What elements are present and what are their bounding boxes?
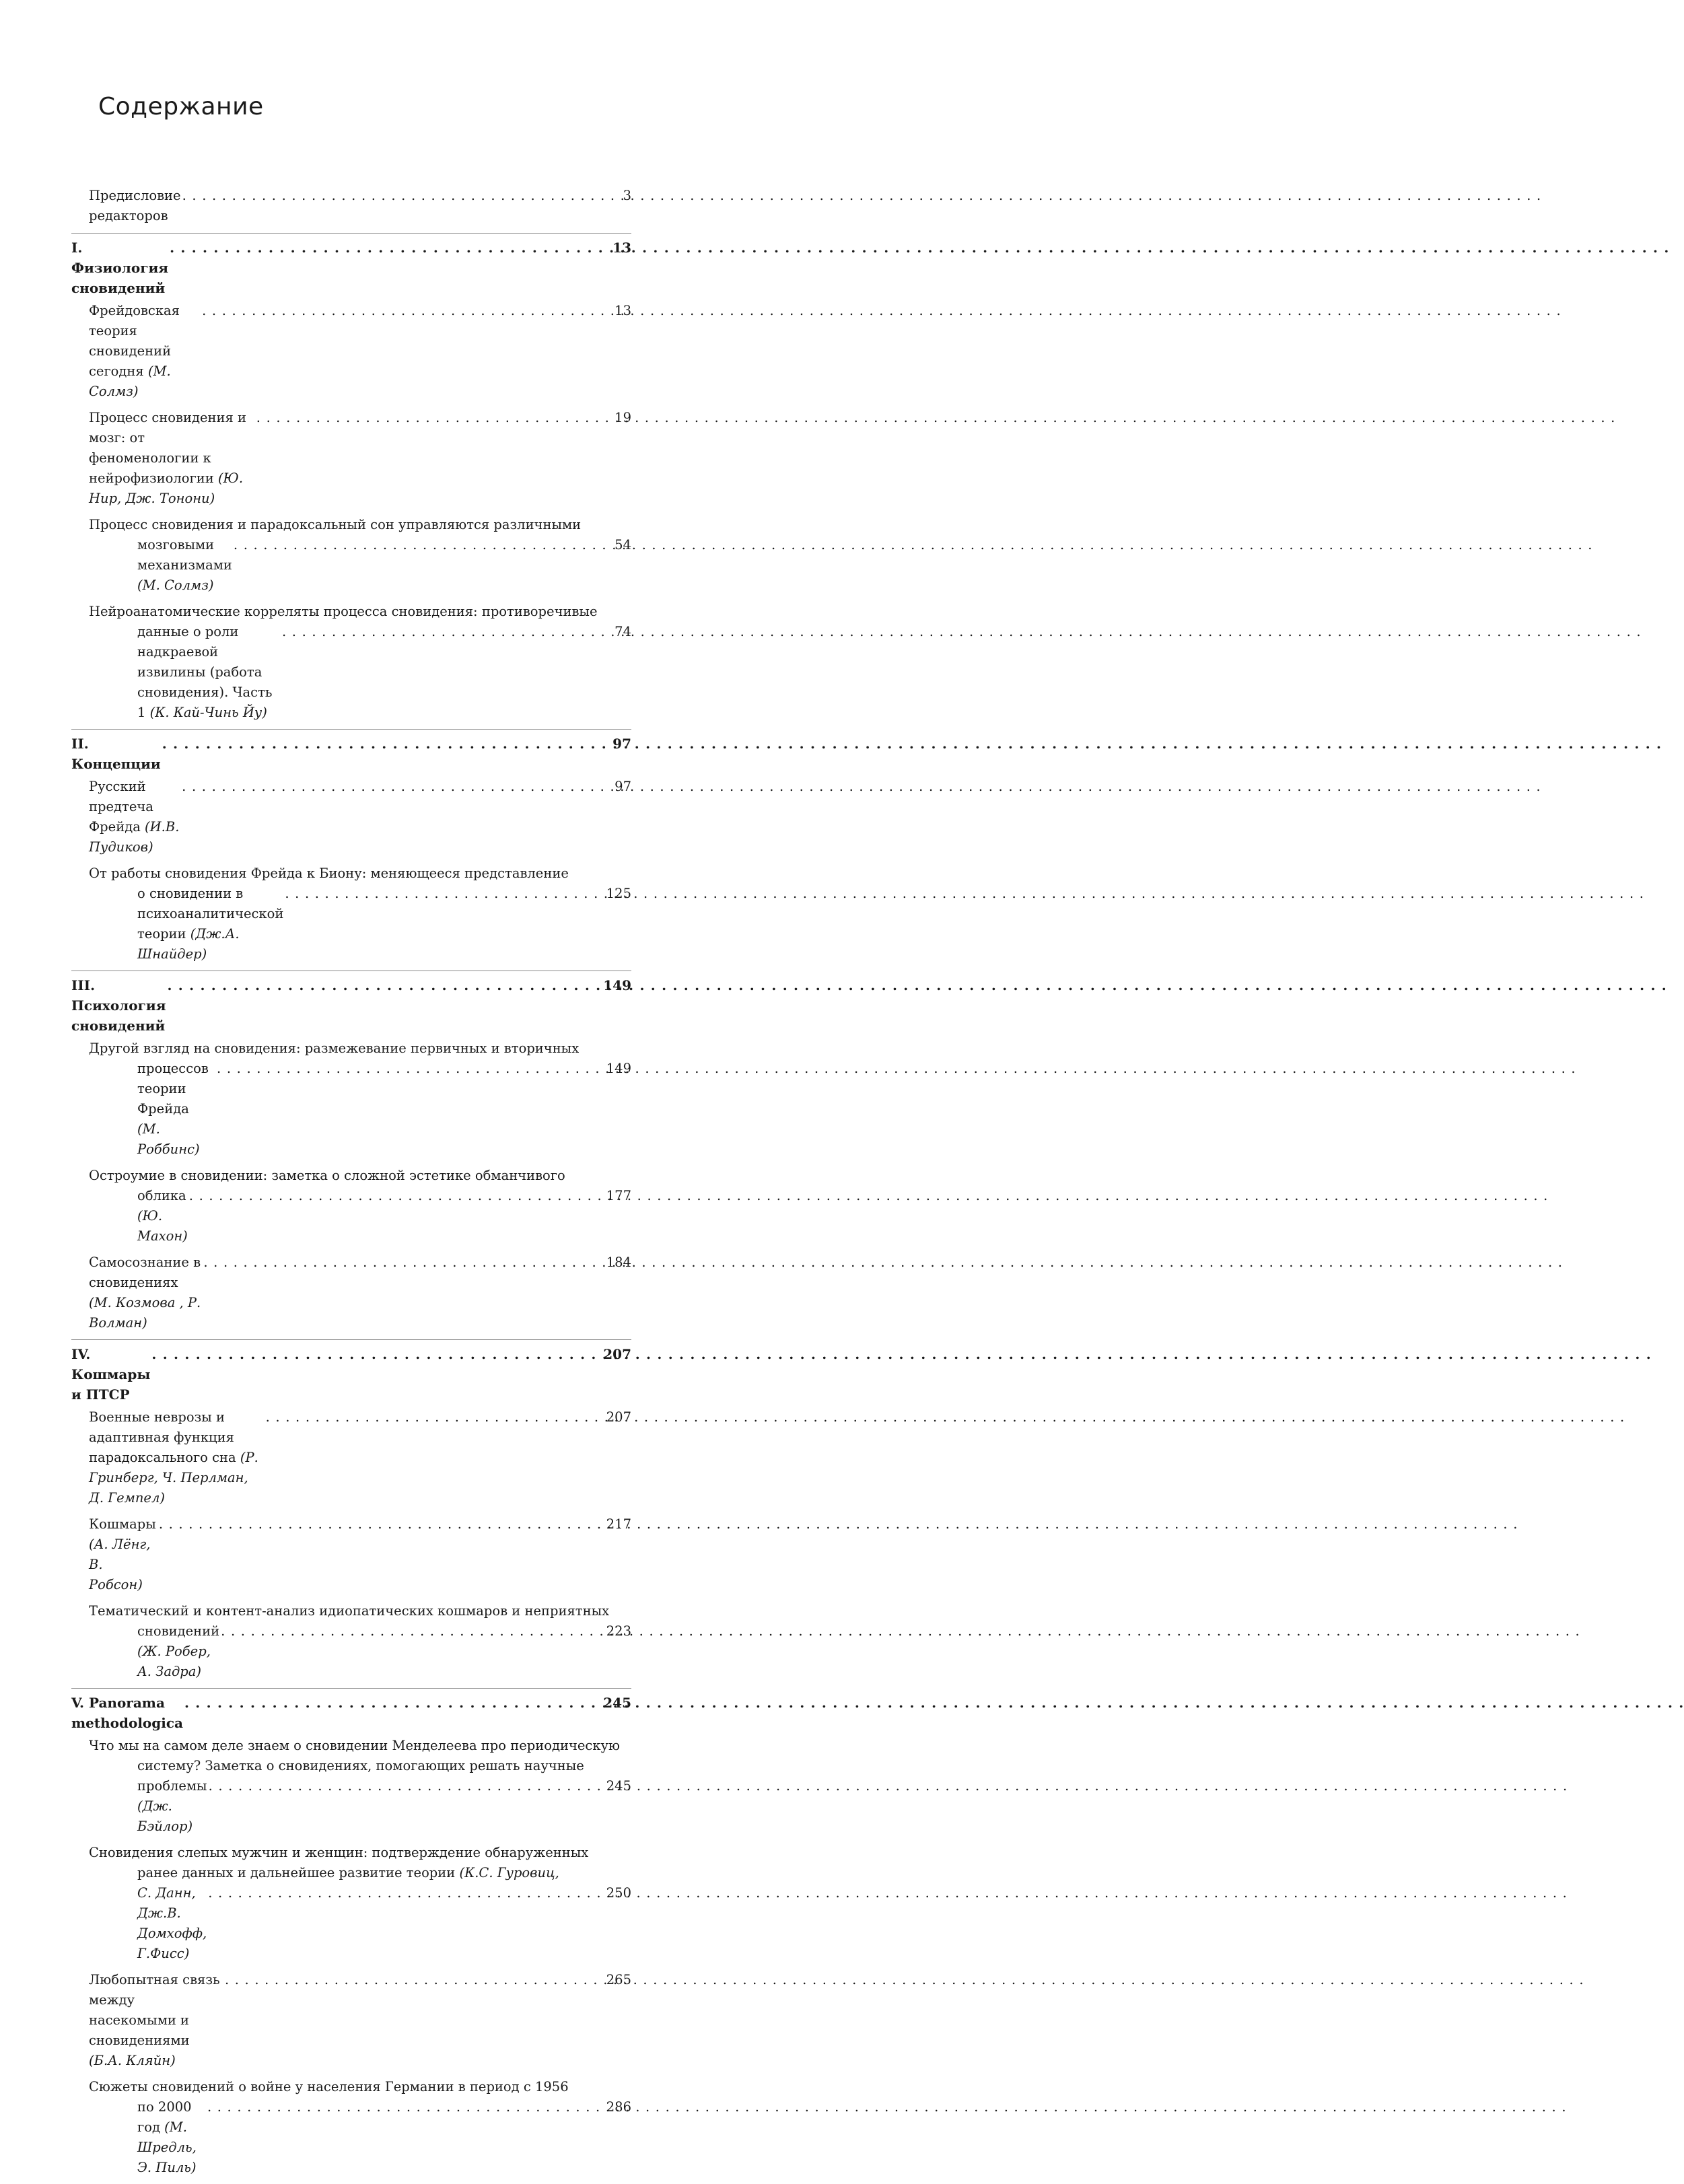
toc-entry-title: Русский предтеча Фрейда xyxy=(89,779,153,835)
toc-entry-author: (Дж.А. Шнайдер) xyxy=(137,926,240,962)
toc-page-number: 54 xyxy=(615,537,631,553)
dot-leader xyxy=(256,408,613,428)
dot-leader xyxy=(189,1186,605,1206)
toc-page-number: 286 xyxy=(606,2099,631,2115)
toc-entry[interactable] xyxy=(71,602,631,723)
section-title: V. Panorama methodologica xyxy=(71,1695,183,1731)
toc-entry-line: систему? Заметка о сновидениях, помогающих решать научные xyxy=(137,1758,584,1773)
table-of-contents xyxy=(71,186,631,2184)
toc-entry-title: Предисловие редакторов xyxy=(89,188,181,223)
toc-entry-title: Самосознание в сновидениях xyxy=(89,1255,201,1290)
dot-leader xyxy=(217,1059,605,1079)
toc-entry-title: сновидений xyxy=(137,1623,220,1639)
toc-page-number: 245 xyxy=(603,1695,631,1711)
toc-entry-author: (Р. Гринберг, Ч. Перлман, Д. Гемпел) xyxy=(89,1450,258,1506)
toc-page-number: 13 xyxy=(615,303,631,318)
toc-page-number: 245 xyxy=(606,1778,631,1794)
toc-entry-author: (И.В. Пудиков) xyxy=(89,819,180,855)
toc-entry-line: Сновидения слепых мужчин и женщин: подтверждение обнаруженных xyxy=(89,1845,589,1860)
dot-leader xyxy=(151,1344,602,1364)
toc-page-number: 97 xyxy=(615,779,631,794)
dot-leader xyxy=(221,1621,605,1642)
toc-entry[interactable] xyxy=(71,1843,631,1964)
toc-entry[interactable] xyxy=(71,1253,631,1333)
toc-entry-line xyxy=(137,884,283,964)
toc-entry[interactable] xyxy=(71,515,631,596)
toc-entry[interactable] xyxy=(71,1038,631,1160)
section-title: III. Психология сновидений xyxy=(71,977,166,1034)
dot-leader xyxy=(209,1776,605,1796)
toc-page-number: 149 xyxy=(606,1061,631,1076)
toc-entry-title: процессов теории Фрейда xyxy=(137,1061,209,1117)
toc-page-number: 3 xyxy=(623,188,631,203)
toc-entry-author: (М. Солмз) xyxy=(89,363,171,399)
toc-page-number: 207 xyxy=(603,1346,631,1362)
toc-page-number: 250 xyxy=(606,1885,631,1901)
toc-entry-line xyxy=(137,1776,207,1837)
toc-entry-line: Тематический и контент-анализ идиопатических кошмаров и неприятных xyxy=(89,1603,610,1619)
toc-entry[interactable] xyxy=(71,408,631,509)
toc-entry-author: (Б.А. Кляйн) xyxy=(89,2053,176,2068)
toc-entry-title: Процесс сновидения и мозг: от феноменологии к нейрофизиологии xyxy=(89,410,247,486)
toc-entry-line: Остроумие в сновидении: заметка о сложной эстетике обманчивого xyxy=(89,1168,565,1183)
dot-leader xyxy=(170,238,611,258)
toc-entry-line xyxy=(89,1970,223,2071)
toc-entry-author: (А. Лёнг, В. Робсон) xyxy=(89,1537,151,1592)
toc-entry-author: (Ю. Нир, Дж. Тонони) xyxy=(89,470,244,506)
toc-entry-author: (М. Роббинс) xyxy=(137,1121,200,1157)
toc-entry-line xyxy=(137,2097,206,2178)
dot-leader xyxy=(167,975,602,995)
toc-entry-line: Процесс сновидения и парадоксальный сон управляются различными xyxy=(89,517,582,532)
dot-leader xyxy=(234,535,613,555)
toc-entry-author: (Ж. Робер, А. Задра) xyxy=(137,1644,211,1679)
dot-leader xyxy=(162,734,611,754)
toc-entry[interactable] xyxy=(71,1970,631,2071)
toc-section-heading[interactable] xyxy=(71,729,631,774)
toc-entry-line xyxy=(137,1059,215,1160)
toc-entry-title: о сновидении в психоаналитической теории xyxy=(137,886,284,942)
toc-entry-line: Что мы на самом деле знаем о сновидении Менделеева про периодическую xyxy=(89,1738,620,1753)
toc-entry-line xyxy=(89,1253,202,1333)
section-title: II. Концепции xyxy=(71,736,161,772)
toc-page-number: 149 xyxy=(603,977,631,993)
toc-entry-line xyxy=(89,1407,265,1508)
toc-entry[interactable] xyxy=(71,301,631,402)
toc-page-number: 207 xyxy=(606,1409,631,1425)
dot-leader xyxy=(225,1970,605,1990)
toc-page-number: 265 xyxy=(606,1972,631,1987)
toc-section-heading[interactable] xyxy=(71,1688,631,1733)
toc-entry-author: (Дж. Бэйлор) xyxy=(137,1798,193,1834)
toc-entry[interactable] xyxy=(71,1166,631,1246)
dot-leader xyxy=(203,1253,604,1273)
toc-entry-line: Другой взгляд на сновидения: размежевание первичных и вторичных xyxy=(89,1041,580,1056)
toc-entry-line xyxy=(137,1621,219,1682)
toc-entry-author: (К.С. Гуровиц, xyxy=(459,1865,559,1880)
toc-entry-title: облика xyxy=(137,1188,186,1203)
toc-entry-author: С. Данн, Дж.В. Домхофф, Г.Фисс) xyxy=(137,1885,207,1961)
toc-preface-row[interactable] xyxy=(71,186,631,226)
toc-entry-author: (М. Солмз) xyxy=(137,577,214,593)
toc-entry-title: Кошмары xyxy=(89,1516,156,1532)
toc-entry[interactable] xyxy=(71,777,631,857)
toc-entry-title: по 2000 год xyxy=(137,2099,192,2135)
toc-entry-author: (М. Козмова , Р. Волман) xyxy=(89,1295,201,1331)
dot-leader xyxy=(266,1407,605,1428)
toc-entry-author: (М. Шредль, Э. Пиль) xyxy=(137,2119,197,2175)
toc-entry[interactable] xyxy=(71,864,631,964)
toc-page-number: 97 xyxy=(612,736,631,752)
toc-entry-title: Фрейдовская теория сновидений сегодня xyxy=(89,303,180,379)
toc-section-heading[interactable] xyxy=(71,1339,631,1405)
toc-page-number: 74 xyxy=(615,624,631,639)
toc-page-number: 177 xyxy=(606,1188,631,1203)
toc-entry-author: (К. Кай-Чинь Йу) xyxy=(149,705,267,720)
page-title: Содержание xyxy=(98,93,264,120)
dot-leader xyxy=(207,2097,605,2117)
toc-entry-title: Военные неврозы и адаптивная функция парадоксального сна xyxy=(89,1409,236,1465)
toc-page-number: 217 xyxy=(606,1516,631,1532)
dot-leader xyxy=(184,1693,602,1713)
toc-entry[interactable] xyxy=(71,1736,631,1837)
toc-entry-line xyxy=(89,1514,157,1595)
toc-entry[interactable] xyxy=(71,1514,631,1595)
toc-entry-line: Сюжеты сновидений о войне у населения Германии в период с 1956 xyxy=(89,2079,569,2094)
dot-leader xyxy=(202,301,613,321)
toc-entry-author: (Ю. Махон) xyxy=(137,1208,188,1244)
toc-entry[interactable] xyxy=(71,2077,631,2178)
dot-leader xyxy=(182,186,622,206)
toc-entry-line xyxy=(137,535,232,596)
dot-leader xyxy=(159,1514,605,1535)
toc-entry-line xyxy=(137,1186,188,1246)
toc-entry-line: От работы сновидения Фрейда к Биону: меняющееся представление xyxy=(89,866,569,881)
toc-page-number: 125 xyxy=(606,886,631,901)
toc-entry-line xyxy=(137,622,281,723)
toc-entry[interactable] xyxy=(71,1601,631,1682)
toc-page-number: 13 xyxy=(612,240,631,256)
toc-entry-title: Любопытная связь между насекомыми и сновидениями xyxy=(89,1972,220,2048)
toc-page-number: 223 xyxy=(606,1623,631,1639)
dot-leader xyxy=(208,1883,605,1903)
toc-page-number: 19 xyxy=(615,410,631,425)
toc-entry-line xyxy=(89,408,255,509)
toc-entry-line: Нейроанатомические корреляты процесса сновидения: противоречивые xyxy=(89,604,598,619)
toc-entry-line xyxy=(89,301,201,402)
toc-section-heading[interactable] xyxy=(71,233,631,298)
dot-leader xyxy=(282,622,613,642)
toc-entry-line xyxy=(89,777,180,857)
toc-entry-title: проблемы xyxy=(137,1778,207,1794)
toc-entry-title: мозговыми механизмами xyxy=(137,537,232,573)
section-title: I. Физиология сновидений xyxy=(71,240,169,296)
toc-entry-title: данные о роли надкраевой извилины (работа сновидения). Часть 1 xyxy=(137,624,273,720)
toc-section-heading[interactable] xyxy=(71,971,631,1036)
dot-leader xyxy=(285,884,604,904)
toc-entry[interactable] xyxy=(71,1407,631,1508)
section-title: IV. Кошмары и ПТСР xyxy=(71,1346,151,1403)
toc-page-number: 184 xyxy=(606,1255,631,1270)
toc-entry-line xyxy=(137,1865,559,1880)
dot-leader xyxy=(182,777,613,797)
toc-entry-title: ранее данных и дальнейшее развитие теории xyxy=(137,1865,456,1880)
